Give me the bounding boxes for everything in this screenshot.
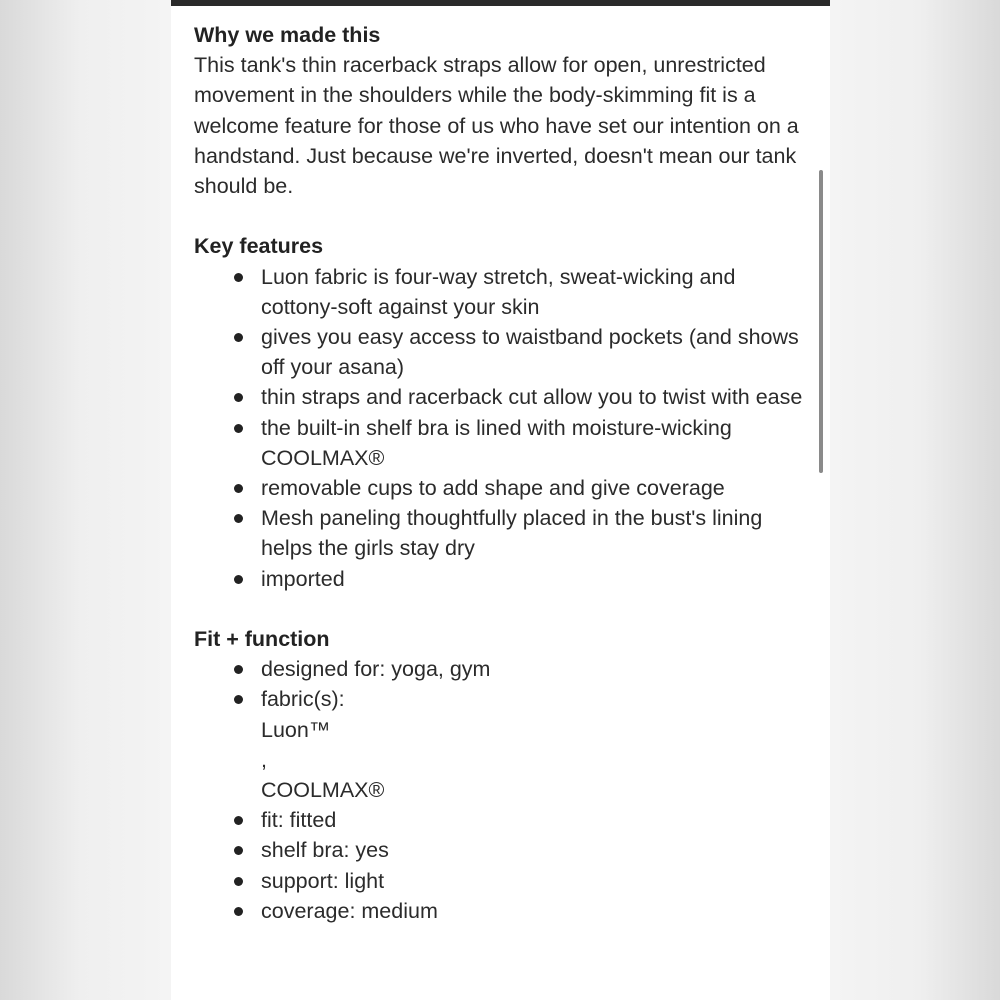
fabric-luon: Luon™ — [261, 717, 331, 742]
coverage-item: coverage: medium — [194, 896, 804, 926]
scrollbar[interactable] — [819, 170, 823, 473]
why-we-made-this-text: This tank's thin racerback straps allow for open, unrestricted movement in the shoulders while the body-skimming fit is a welcome feature for those of us who have set our intention on a handstand. Just because we're inverted, doesn't mean our tank should be. — [194, 53, 799, 199]
top-bar — [171, 0, 830, 6]
list-item: Luon fabric is four-way stretch, sweat-wicking and cottony-soft against your skin — [194, 262, 804, 322]
list-item: the built-in shelf bra is lined with moisture-wicking COOLMAX® — [194, 413, 804, 473]
list-item: Mesh paneling thoughtfully placed in the bust's lining helps the girls stay dry — [194, 503, 804, 563]
list-item: imported — [194, 564, 804, 594]
fit-function-list — [194, 654, 804, 926]
key-features-list — [194, 262, 804, 594]
fit-item: fit: fitted — [194, 805, 804, 835]
key-features-heading: Key features — [194, 234, 324, 259]
section-spacer — [194, 594, 804, 624]
fabrics-label: fabric(s): — [261, 687, 345, 712]
shelf-bra-item: shelf bra: yes — [194, 835, 804, 865]
fit-function-heading: Fit + function — [194, 627, 330, 652]
support-item: support: light — [194, 866, 804, 896]
details-content — [194, 20, 804, 926]
product-details-panel — [171, 0, 830, 1000]
why-we-made-this-heading: Why we made this — [194, 23, 381, 47]
fabric-coolmax: COOLMAX® — [261, 778, 385, 803]
list-item: gives you easy access to waistband pockets (and shows off your asana) — [194, 322, 804, 382]
list-item: removable cups to add shape and give coverage — [194, 473, 804, 503]
fabric-separator: , — [261, 747, 267, 772]
designed-for-item: designed for: yoga, gym — [194, 654, 804, 684]
section-spacer — [194, 201, 804, 231]
fabrics-item — [194, 684, 804, 805]
list-item: thin straps and racerback cut allow you to twist with ease — [194, 382, 804, 412]
